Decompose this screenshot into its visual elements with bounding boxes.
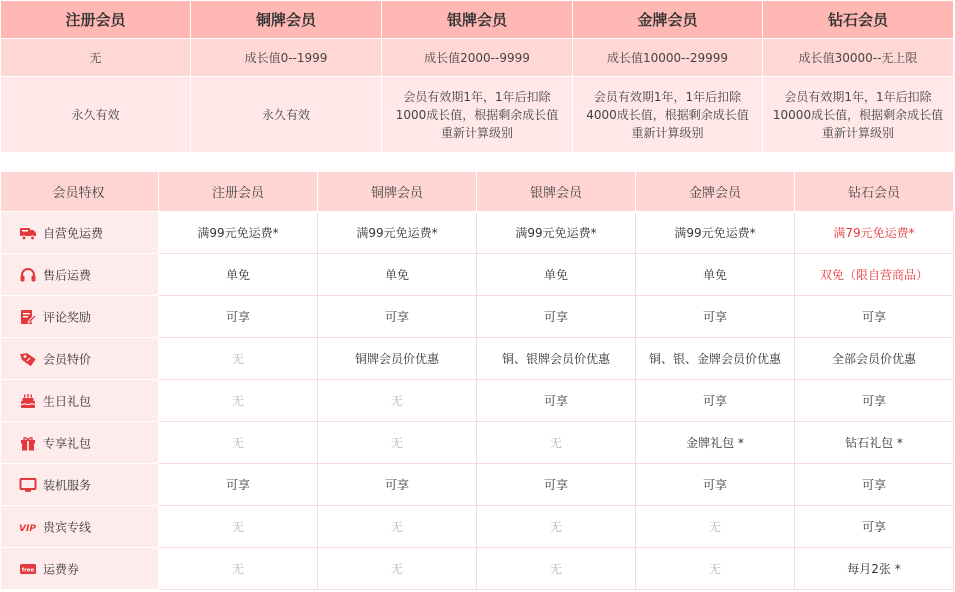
privilege-row: [1, 422, 954, 464]
privilege-feature: [1, 506, 159, 548]
privileges-header-row: [1, 172, 954, 212]
privilege-feature: [1, 338, 159, 380]
privilege-value: 可享: [477, 380, 636, 422]
tier-growth: 成长值2000--9999: [382, 39, 573, 77]
privileges-header-cell: 注册会员: [159, 172, 318, 212]
privilege-label: 评论奖励: [43, 310, 92, 324]
privilege-value: 无: [477, 506, 636, 548]
tier-validity-row: [1, 77, 954, 153]
tier-validity: [573, 77, 763, 153]
validity-line: 重新计算级别: [440, 125, 513, 140]
privileges-header-cell: 铜牌会员: [318, 172, 477, 212]
privilege-value: 单免: [318, 254, 477, 296]
privilege-value: 单免: [159, 254, 318, 296]
privilege-row: [1, 464, 954, 506]
privilege-value: 无: [159, 422, 318, 464]
birthday-cake-icon: [19, 392, 37, 410]
privilege-value: 可享: [795, 296, 954, 338]
tier-validity: [382, 77, 573, 153]
privilege-value: 可享: [795, 464, 954, 506]
tier-growth: 成长值10000--29999: [573, 39, 763, 77]
privilege-value: 可享: [636, 296, 795, 338]
privilege-value: 无: [477, 548, 636, 590]
privilege-value: 可享: [159, 296, 318, 338]
validity-line: 会员有效期1年，1年后扣除: [784, 89, 932, 104]
privilege-value: 无: [477, 422, 636, 464]
privilege-value: 无: [318, 506, 477, 548]
privilege-value: 单免: [477, 254, 636, 296]
privilege-value: 满99元免运费*: [318, 212, 477, 254]
tier-name: 银牌会员: [382, 1, 573, 39]
vip-icon: [19, 518, 37, 536]
privilege-label: 生日礼包: [43, 394, 92, 408]
privilege-value: 可享: [636, 380, 795, 422]
privilege-row: [1, 338, 954, 380]
privilege-value: 可享: [318, 464, 477, 506]
privileges-header-cell: 银牌会员: [477, 172, 636, 212]
tier-name: 金牌会员: [573, 1, 763, 39]
privilege-label: 贵宾专线: [43, 520, 92, 534]
privilege-value: 无: [159, 338, 318, 380]
privilege-row: [1, 380, 954, 422]
headset-icon: [19, 266, 37, 284]
privilege-feature: [1, 380, 159, 422]
tier-growth: 成长值0--1999: [191, 39, 382, 77]
validity-line: 10000成长值，根据剩余成长值: [772, 107, 944, 122]
svg-text:free: free: [21, 567, 35, 573]
privilege-row: [1, 548, 954, 590]
privilege-feature: [1, 296, 159, 338]
privileges-header-cell: 会员特权: [1, 172, 159, 212]
price-tag-icon: [19, 350, 37, 368]
privilege-label: 售后运费: [43, 268, 92, 282]
privilege-value: 可享: [477, 296, 636, 338]
svg-text:VIP: VIP: [19, 523, 36, 534]
tier-name: 注册会员: [1, 1, 191, 39]
privilege-row: [1, 254, 954, 296]
privilege-value: 铜、银、金牌会员价优惠: [636, 338, 795, 380]
privilege-value: 可享: [795, 380, 954, 422]
privilege-value: 钻石礼包 *: [795, 422, 954, 464]
privilege-label: 运费券: [43, 562, 80, 576]
privilege-value: 满79元免运费*: [795, 212, 954, 254]
privilege-value: 无: [159, 506, 318, 548]
validity-line: 4000成长值，根据剩余成长值: [586, 107, 749, 122]
privilege-row: [1, 296, 954, 338]
tier-growth-row: [1, 39, 954, 77]
validity-line: 永久有效: [71, 107, 120, 122]
privileges-header-cell: 钻石会员: [795, 172, 954, 212]
privilege-label: 装机服务: [43, 478, 92, 492]
free-coupon-icon: [19, 560, 37, 578]
validity-line: 重新计算级别: [821, 125, 894, 140]
tier-name: 钻石会员: [763, 1, 954, 39]
privilege-value: 可享: [477, 464, 636, 506]
tier-growth: 无: [1, 39, 191, 77]
privilege-feature: [1, 422, 159, 464]
privilege-feature: [1, 548, 159, 590]
privilege-row: [1, 212, 954, 254]
monitor-icon: [19, 476, 37, 494]
tier-name: 铜牌会员: [191, 1, 382, 39]
privilege-value: 满99元免运费*: [159, 212, 318, 254]
privileges-header-cell: 金牌会员: [636, 172, 795, 212]
validity-line: 会员有效期1年，1年后扣除: [403, 89, 551, 104]
validity-line: 1000成长值，根据剩余成长值: [395, 107, 559, 122]
privilege-label: 会员特价: [43, 352, 92, 366]
privilege-label: 专享礼包: [43, 436, 92, 450]
privilege-row: [1, 506, 954, 548]
privilege-value: 无: [318, 380, 477, 422]
privilege-value: 单免: [636, 254, 795, 296]
privilege-value: 可享: [159, 464, 318, 506]
privilege-value: 无: [636, 548, 795, 590]
privilege-feature: [1, 254, 159, 296]
privilege-value: 无: [636, 506, 795, 548]
privilege-value: 可享: [318, 296, 477, 338]
tier-header-row: [1, 1, 954, 39]
privilege-feature: [1, 464, 159, 506]
gift-box-icon: [19, 434, 37, 452]
validity-line: 永久有效: [261, 107, 310, 122]
privilege-label: 自营免运费: [43, 226, 104, 240]
tier-validity: [191, 77, 382, 153]
validity-line: 会员有效期1年，1年后扣除: [593, 89, 742, 104]
privilege-value: 金牌礼包 *: [636, 422, 795, 464]
truck-icon: [19, 224, 37, 242]
privilege-value: 无: [159, 548, 318, 590]
tier-growth: 成长值30000--无上限: [763, 39, 954, 77]
tier-validity: [763, 77, 954, 153]
privilege-value: 满99元免运费*: [636, 212, 795, 254]
privileges-table: [0, 171, 954, 590]
privilege-value: 全部会员价优惠: [795, 338, 954, 380]
privilege-value: 双免（限自营商品）: [795, 254, 954, 296]
privilege-value: 满99元免运费*: [477, 212, 636, 254]
tier-validity: [1, 77, 191, 153]
review-pen-icon: [19, 308, 37, 326]
privilege-value: 无: [318, 422, 477, 464]
privilege-feature: [1, 212, 159, 254]
privilege-value: 铜牌会员价优惠: [318, 338, 477, 380]
privilege-value: 每月2张 *: [795, 548, 954, 590]
privilege-value: 无: [318, 548, 477, 590]
validity-line: 重新计算级别: [631, 125, 704, 140]
privilege-value: 无: [159, 380, 318, 422]
privilege-value: 可享: [795, 506, 954, 548]
tier-overview-table: [0, 0, 954, 153]
privilege-value: 可享: [636, 464, 795, 506]
privilege-value: 铜、银牌会员价优惠: [477, 338, 636, 380]
